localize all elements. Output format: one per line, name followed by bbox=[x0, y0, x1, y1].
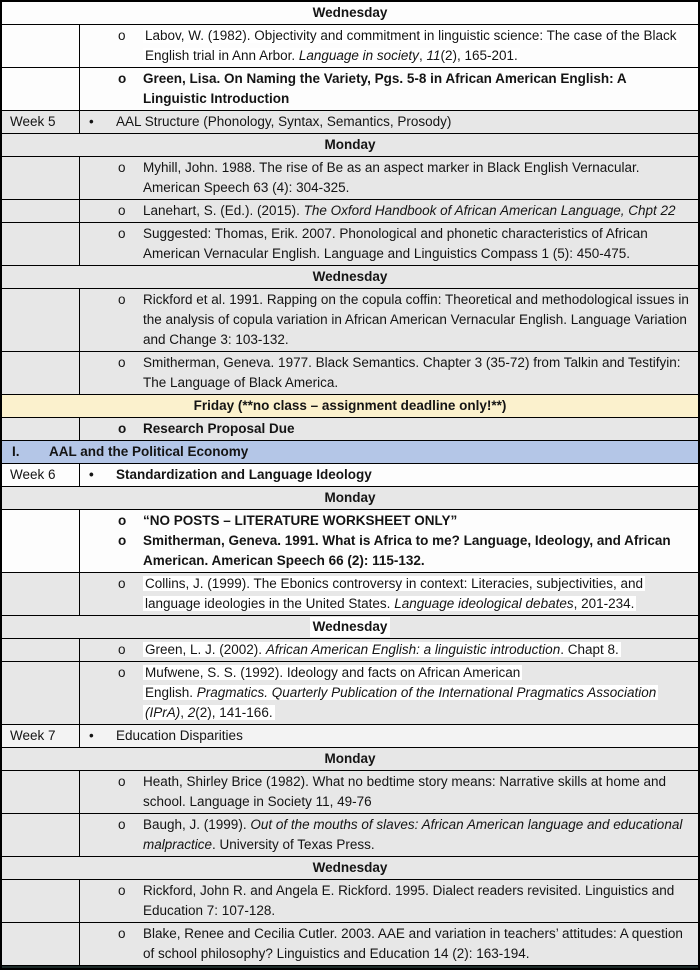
row-reading bbox=[2, 814, 698, 857]
reading-list-item bbox=[80, 881, 694, 921]
week-topic-text: Education Disparities bbox=[116, 728, 243, 743]
citation-text: Labov, W. (1982). Objectivity and commitment in linguistic science: The case of the Black English trial in Ann Arbor. bbox=[145, 28, 677, 63]
reading-citation bbox=[143, 772, 694, 812]
row-day bbox=[2, 2, 698, 25]
week-label-cell: Week 5 bbox=[2, 111, 80, 133]
circle-bullet-icon: o bbox=[118, 817, 126, 832]
citation-text: English. bbox=[145, 685, 197, 700]
week-label-cell: Week 6 bbox=[2, 464, 80, 486]
reading-list-item bbox=[80, 224, 694, 264]
circle-bullet-icon: o bbox=[118, 160, 126, 175]
week-topic-cell bbox=[80, 464, 698, 486]
reading-cell bbox=[80, 352, 698, 394]
week-topic-line bbox=[80, 112, 694, 132]
circle-bullet-icon: o bbox=[118, 71, 127, 86]
circle-bullet-icon: o bbox=[118, 926, 126, 941]
day-header-label: Monday bbox=[324, 490, 376, 505]
citation-text: Heath, Shirley Brice (1982). What no bedtime story means: Narrative skills at home and school. Language in Society 11, 49-76 bbox=[143, 774, 666, 809]
week-label-cell-empty bbox=[2, 289, 80, 351]
reading-list-item bbox=[80, 158, 694, 198]
citation-text: Research Proposal Due bbox=[143, 421, 295, 436]
reading-cell bbox=[80, 639, 698, 661]
circle-bullet-icon: o bbox=[118, 665, 126, 680]
reading-cell bbox=[80, 771, 698, 813]
row-week bbox=[2, 464, 698, 487]
row-reading bbox=[2, 200, 698, 223]
row-day bbox=[2, 857, 698, 880]
reading-list-item bbox=[80, 26, 694, 66]
circle-bullet-icon: o bbox=[118, 226, 126, 241]
day-header-label: Monday bbox=[324, 137, 376, 152]
week-topic-line bbox=[80, 726, 694, 746]
citation-text: , 201-234. bbox=[573, 596, 635, 611]
week-label-cell-empty bbox=[2, 25, 80, 67]
highlighted-text bbox=[143, 576, 645, 611]
citation-italic-text: The Oxford Handbook of African American Language, Chpt 22 bbox=[303, 203, 676, 218]
citation-text: Baugh, J. (1999). bbox=[143, 817, 251, 832]
citation-italic-text: African American English: a linguistic introduction bbox=[265, 642, 561, 657]
bullet-icon: • bbox=[89, 467, 94, 482]
week-label-cell-empty bbox=[2, 200, 80, 222]
circle-bullet-icon: o bbox=[118, 421, 127, 436]
day-header-label: Wednesday bbox=[310, 617, 391, 637]
reading-cell bbox=[80, 223, 698, 265]
circle-bullet-icon: o bbox=[118, 774, 126, 789]
week-topic-cell bbox=[80, 725, 698, 747]
reading-citation bbox=[143, 26, 694, 66]
week-topic-text: Standardization and Language Ideology bbox=[116, 467, 372, 482]
reading-citation bbox=[143, 531, 694, 571]
section-numeral: I. bbox=[12, 444, 20, 459]
week-label-cell-empty bbox=[2, 157, 80, 199]
circle-bullet-icon: o bbox=[118, 355, 126, 370]
row-reading bbox=[2, 68, 698, 111]
week-label-cell-empty bbox=[2, 639, 80, 661]
reading-cell bbox=[80, 200, 698, 222]
row-week bbox=[2, 111, 698, 134]
citation-text: Green, L. J. (2002). bbox=[145, 642, 266, 657]
circle-bullet-icon: o bbox=[118, 513, 127, 528]
highlighted-text bbox=[143, 28, 679, 63]
circle-bullet-icon: o bbox=[118, 203, 126, 218]
reading-citation bbox=[143, 815, 694, 855]
week-label-cell-empty bbox=[2, 510, 80, 572]
row-day bbox=[2, 487, 698, 510]
circle-bullet-icon: o bbox=[118, 642, 126, 657]
circle-bullet-icon: o bbox=[118, 292, 126, 307]
row-day bbox=[2, 616, 698, 639]
week-label-cell-empty bbox=[2, 814, 80, 856]
day-header-label: Monday bbox=[324, 751, 376, 766]
day-header-label: Wednesday bbox=[312, 860, 388, 875]
next-section-strip bbox=[2, 966, 698, 970]
row-reading bbox=[2, 573, 698, 616]
reading-citation bbox=[143, 640, 694, 660]
citation-text: Myhill, John. 1988. The rise of Be as an aspect marker in Black English Vernacular. American Speech 63 (4): 304-325. bbox=[143, 160, 640, 195]
reading-citation bbox=[143, 290, 694, 350]
reading-citation bbox=[143, 924, 694, 964]
circle-bullet-icon: o bbox=[118, 28, 126, 43]
week-topic-cell bbox=[80, 111, 698, 133]
reading-list-item bbox=[80, 531, 694, 571]
row-reading bbox=[2, 289, 698, 352]
circle-bullet-icon: o bbox=[118, 883, 126, 898]
reading-citation bbox=[143, 201, 694, 221]
reading-list-item bbox=[80, 511, 694, 531]
citation-text: Smitherman, Geneva. 1991. What is Africa to me? Language, Ideology, and African American. American Speech 66 (2): 115-132. bbox=[143, 533, 671, 568]
citation-text: , bbox=[418, 48, 427, 63]
reading-list-item bbox=[80, 640, 694, 660]
reading-citation bbox=[143, 224, 694, 264]
row-reading bbox=[2, 25, 698, 68]
reading-list-item bbox=[80, 353, 694, 393]
reading-list-item bbox=[80, 772, 694, 812]
reading-cell bbox=[80, 157, 698, 199]
week-topic-line bbox=[80, 465, 694, 485]
circle-bullet-icon: o bbox=[118, 576, 126, 591]
week-label-cell-empty bbox=[2, 223, 80, 265]
row-day bbox=[2, 134, 698, 157]
citation-text: Collins, J. (1999). The Ebonics controversy in context: Literacies, subjectivities, and language ideologies in the United States. bbox=[145, 576, 643, 611]
week-label-cell-empty bbox=[2, 418, 80, 440]
citation-text: (2), 141-166. bbox=[195, 705, 273, 720]
reading-cell bbox=[80, 68, 698, 110]
reading-citation bbox=[143, 663, 694, 723]
row-reading bbox=[2, 157, 698, 200]
row-day bbox=[2, 748, 698, 771]
row-section bbox=[2, 441, 698, 464]
row-reading bbox=[2, 510, 698, 573]
citation-text: (2), 165-201. bbox=[440, 48, 518, 63]
reading-cell bbox=[80, 418, 698, 440]
reading-list-item bbox=[80, 419, 694, 439]
day-header-label: Wednesday bbox=[312, 269, 388, 284]
week-topic-text: AAL Structure (Phonology, Syntax, Semantics, Prosody) bbox=[116, 114, 452, 129]
week-label-cell: Week 7 bbox=[2, 725, 80, 747]
reading-list-item bbox=[80, 69, 694, 109]
citation-text: Mufwene, S. S. (1992). Ideology and facts on African American bbox=[145, 665, 521, 680]
citation-italic-text: 11 bbox=[426, 48, 441, 63]
row-reading bbox=[2, 352, 698, 395]
reading-list-item bbox=[80, 815, 694, 855]
row-reading bbox=[2, 223, 698, 266]
reading-list-item bbox=[80, 663, 694, 723]
bullet-icon: • bbox=[89, 728, 94, 743]
citation-text: “NO POSTS – LITERATURE WORKSHEET ONLY” bbox=[143, 513, 458, 528]
reading-cell bbox=[80, 923, 698, 965]
row-day bbox=[2, 266, 698, 289]
reading-list-item bbox=[80, 201, 694, 221]
citation-text: , bbox=[180, 705, 188, 720]
week-label-cell-empty bbox=[2, 923, 80, 965]
bullet-icon: • bbox=[89, 114, 94, 129]
reading-list-item bbox=[80, 290, 694, 350]
reading-list-item bbox=[80, 574, 694, 614]
citation-text: Rickford et al. 1991. Rapping on the copula coffin: Theoretical and methodological issues in the analysis of copula variation in African American Vernacular English. Language Variation and Change 3: 103-132. bbox=[143, 292, 689, 347]
circle-bullet-icon: o bbox=[118, 533, 127, 548]
day-header-label: Friday (**no class – assignment deadline only!**) bbox=[193, 398, 507, 413]
row-week bbox=[2, 725, 698, 748]
reading-citation bbox=[143, 574, 694, 614]
highlighted-text bbox=[143, 665, 658, 720]
reading-list-item bbox=[80, 924, 694, 964]
citation-text: Rickford, John R. and Angela E. Rickford. 1995. Dialect readers revisited. Linguistics and Education 7: 107-128. bbox=[143, 883, 675, 918]
row-reading bbox=[2, 662, 698, 725]
reading-cell bbox=[80, 289, 698, 351]
week-label-cell-empty bbox=[2, 662, 80, 724]
row-reading bbox=[2, 880, 698, 923]
citation-italic-text: Language in society bbox=[298, 48, 419, 63]
citation-italic-text: Out of the mouths of slaves: African American language and educational malpractice bbox=[143, 817, 683, 852]
citation-text: . Chapt 8. bbox=[560, 642, 619, 657]
reading-citation bbox=[143, 69, 694, 109]
row-day bbox=[2, 395, 698, 418]
reading-citation bbox=[143, 419, 694, 439]
week-label-cell-empty bbox=[2, 352, 80, 394]
row-reading bbox=[2, 639, 698, 662]
citation-italic-text: Pragmatics. Quarterly Publication of the International Pragmatics Association (IPrA) bbox=[145, 685, 657, 720]
section-title: AAL and the Political Economy bbox=[49, 444, 249, 459]
citation-italic-text: Language ideological debates bbox=[394, 596, 574, 611]
reading-citation bbox=[143, 511, 694, 531]
reading-cell bbox=[80, 662, 698, 724]
citation-text: Suggested: Thomas, Erik. 2007. Phonological and phonetic characteristics of African American Vernacular English. Language and Linguistics Compass 1 (5): 450-475. bbox=[143, 226, 648, 261]
reading-citation bbox=[143, 353, 694, 393]
week-label-cell-empty bbox=[2, 771, 80, 813]
day-header-label: Wednesday bbox=[312, 5, 388, 20]
citation-text: Lanehart, S. (Ed.). (2015). bbox=[143, 203, 304, 218]
reading-cell bbox=[80, 510, 698, 572]
citation-italic-text: 2 bbox=[187, 705, 196, 720]
reading-citation bbox=[143, 158, 694, 198]
citation-text: Blake, Renee and Cecilia Cutler. 2003. AAE and variation in teachers’ attitudes: A question of school philosophy? Linguistics and Education 14 (2): 163-194. bbox=[143, 926, 683, 961]
row-reading bbox=[2, 923, 698, 966]
row-reading bbox=[2, 771, 698, 814]
highlighted-text bbox=[143, 642, 621, 657]
citation-text: . University of Texas Press. bbox=[212, 837, 375, 852]
week-label-cell-empty bbox=[2, 68, 80, 110]
reading-cell bbox=[80, 880, 698, 922]
reading-citation bbox=[143, 881, 694, 921]
row-reading bbox=[2, 418, 698, 441]
reading-cell bbox=[80, 814, 698, 856]
reading-cell bbox=[80, 25, 698, 67]
citation-text: Green, Lisa. On Naming the Variety, Pgs. 5-8 in African American English: A Linguistic Introduction bbox=[143, 71, 627, 106]
citation-text: Smitherman, Geneva. 1977. Black Semantics. Chapter 3 (35-72) from Talkin and Testifyin: The Language of Black America. bbox=[143, 355, 681, 390]
week-label-cell-empty bbox=[2, 573, 80, 615]
week-label-cell-empty bbox=[2, 880, 80, 922]
reading-cell bbox=[80, 573, 698, 615]
